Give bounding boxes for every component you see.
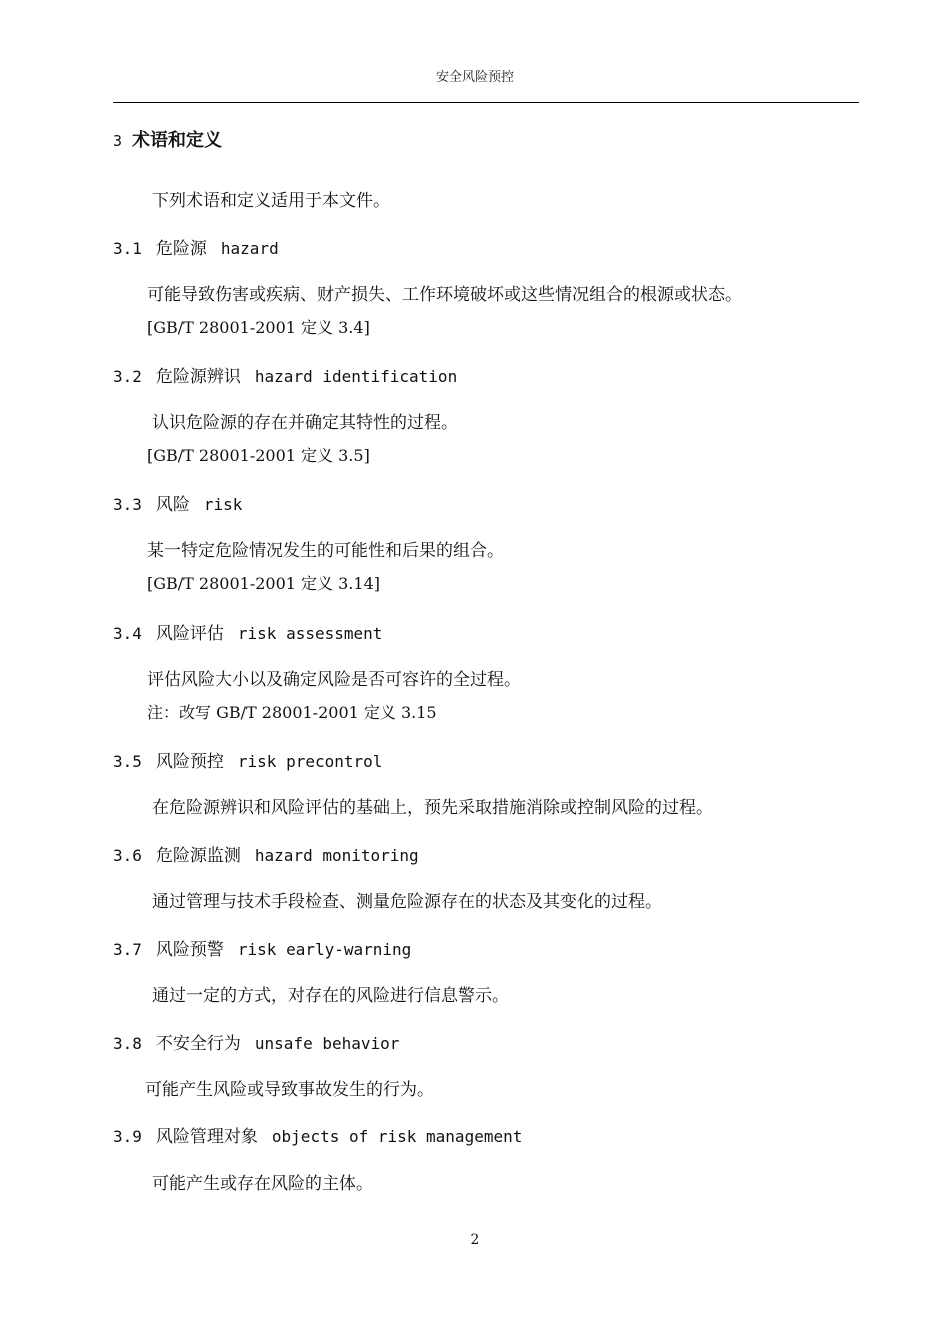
term-note: 注：改写 GB/T 28001-2001 定义 3.15 [147,703,437,722]
term-heading [113,362,457,387]
term-en: risk [203,495,243,514]
term-en: unsafe behavior [254,1034,400,1053]
term-heading [113,935,411,960]
term-definition: 评估风险大小以及确定风险是否可容许的全过程。 [147,670,521,690]
term-number: 3.9 [113,1127,142,1146]
term-en: risk early-warning [237,940,412,959]
term-en: objects of risk management [271,1127,523,1146]
term-definition: 可能产生或存在风险的主体。 [152,1174,373,1194]
term-cn: 风险评估 [155,624,224,644]
term-cn: 风险预控 [155,752,224,772]
term-heading [113,1122,522,1147]
term-cn: 危险源 [155,239,207,259]
term-en: hazard identification [254,367,458,386]
term-cn: 风险预警 [155,940,224,960]
term-cn: 危险源监测 [155,846,241,866]
term-reference: [GB/T 28001-2001 定义 3.5] [147,446,370,465]
section-number: 3 [113,132,123,150]
term-heading [113,841,419,866]
page-number: 2 [470,1232,480,1248]
term-definition: 通过管理与技术手段检查、测量危险源存在的状态及其变化的过程。 [152,892,662,912]
section-heading [113,126,222,152]
term-number: 3.1 [113,239,142,258]
term-definition: 可能产生风险或导致事故发生的行为。 [145,1080,434,1100]
term-number: 3.8 [113,1034,142,1053]
term-reference: [GB/T 28001-2001 定义 3.14] [147,574,380,593]
term-en: risk assessment [237,624,383,643]
term-number: 3.4 [113,624,142,643]
term-heading [113,619,382,644]
intro-text: 下列术语和定义适用于本文件。 [152,191,390,211]
term-definition: 在危险源辨识和风险评估的基础上，预先采取措施消除或控制风险的过程。 [152,798,713,818]
header-divider [113,102,859,103]
term-heading [113,1029,399,1054]
term-number: 3.5 [113,752,142,771]
term-cn: 风险 [155,495,190,515]
term-definition: 可能导致伤害或疾病、财产损失、工作环境破坏或这些情况组合的根源或状态。 [147,285,742,305]
term-en: hazard monitoring [254,846,419,865]
term-number: 3.3 [113,495,142,514]
section-title: 术语和定义 [132,130,223,151]
term-cn: 不安全行为 [155,1034,241,1054]
term-definition: 某一特定危险情况发生的可能性和后果的组合。 [147,541,504,561]
term-definition: 认识危险源的存在并确定其特性的过程。 [152,413,458,433]
term-heading [113,234,279,259]
page-header: 安全风险预控 [435,70,514,85]
term-cn: 风险管理对象 [155,1127,258,1147]
term-en: risk precontrol [237,752,383,771]
term-en: hazard [220,239,279,258]
term-definition: 通过一定的方式，对存在的风险进行信息警示。 [152,986,509,1006]
term-reference: [GB/T 28001-2001 定义 3.4] [147,318,370,337]
term-number: 3.2 [113,367,142,386]
term-number: 3.7 [113,940,142,959]
term-heading [113,747,382,772]
term-heading [113,490,242,515]
term-cn: 危险源辨识 [155,367,241,387]
term-number: 3.6 [113,846,142,865]
